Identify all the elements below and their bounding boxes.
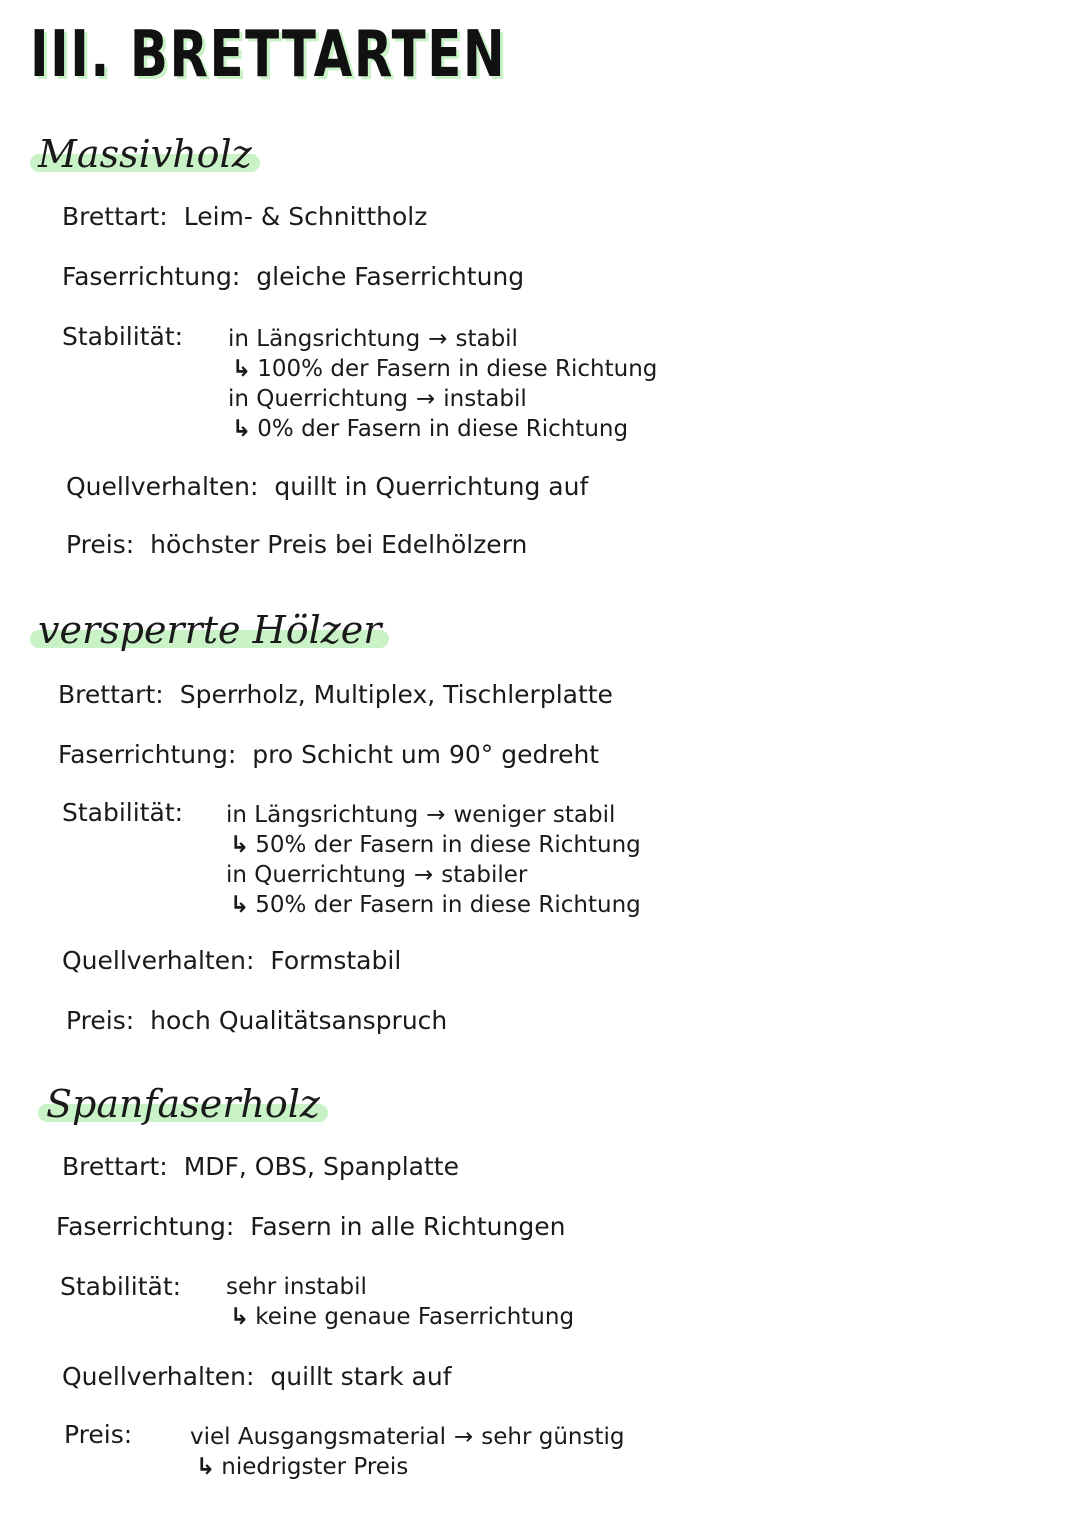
stabilitaet-label: Stabilität: — [60, 1272, 182, 1301]
preis-row — [66, 530, 527, 559]
page-title: III. BRETTARTEN — [30, 18, 507, 92]
quellverhalten-label: Quellverhalten: — [62, 1362, 255, 1391]
stabilitaet-line — [232, 356, 657, 382]
arrow-curved-icon: ↳ — [230, 832, 250, 858]
faserrichtung-row — [58, 740, 599, 769]
arrow-curved-icon: ↳ — [230, 892, 250, 918]
preis-text: niedrigster Preis — [221, 1454, 409, 1480]
arrow-right-icon: → — [414, 862, 434, 888]
stabilitaet-text: keine genaue Faserrichtung — [255, 1304, 575, 1330]
quellverhalten-label: Quellverhalten: — [62, 946, 255, 975]
section-heading-versperrte-hoelzer: versperrte Hölzer — [30, 608, 389, 652]
stabilitaet-result: stabiler — [441, 862, 528, 888]
stabilitaet-result: weniger stabil — [453, 802, 616, 828]
faserrichtung-label: Faserrichtung: — [62, 262, 241, 291]
preis-line — [190, 1424, 625, 1450]
arrow-right-icon: → — [454, 1424, 474, 1450]
arrow-curved-icon: ↳ — [230, 1304, 250, 1330]
stabilitaet-text: in Querrichtung — [228, 386, 409, 412]
faserrichtung-value: Fasern in alle Richtungen — [250, 1212, 566, 1241]
quellverhalten-row — [62, 1362, 452, 1391]
stabilitaet-text: in Längsrichtung — [226, 802, 419, 828]
faserrichtung-value: gleiche Faserrichtung — [256, 262, 525, 291]
faserrichtung-label: Faserrichtung: — [58, 740, 237, 769]
section-heading-massivholz: Massivholz — [30, 132, 260, 176]
quellverhalten-value: Formstabil — [270, 946, 402, 975]
preis-line — [196, 1454, 408, 1480]
quellverhalten-value: quillt stark auf — [270, 1362, 452, 1391]
stabilitaet-text: in Längsrichtung — [228, 326, 421, 352]
stabilitaet-line — [226, 802, 615, 828]
stabilitaet-line — [228, 386, 527, 412]
stabilitaet-line — [230, 892, 641, 918]
brettart-value: MDF, OBS, Spanplatte — [183, 1152, 459, 1181]
faserrichtung-value: pro Schicht um 90° gedreht — [252, 740, 600, 769]
arrow-curved-icon: ↳ — [232, 416, 252, 442]
quellverhalten-row — [66, 472, 588, 501]
preis-label: Preis: — [66, 1006, 135, 1035]
stabilitaet-text: 100% der Fasern in diese Richtung — [257, 356, 658, 382]
stabilitaet-text: sehr instabil — [226, 1274, 367, 1300]
stabilitaet-line — [226, 1274, 367, 1300]
faserrichtung-row — [56, 1212, 565, 1241]
stabilitaet-text: 50% der Fasern in diese Richtung — [255, 892, 641, 918]
brettart-row — [58, 680, 613, 709]
arrow-right-icon: → — [426, 802, 446, 828]
brettart-label: Brettart: — [62, 1152, 168, 1181]
preis-result: sehr günstig — [481, 1424, 625, 1450]
stabilitaet-text: 0% der Fasern in diese Richtung — [257, 416, 629, 442]
brettart-label: Brettart: — [58, 680, 164, 709]
brettart-row — [62, 202, 427, 231]
brettart-value: Leim- & Schnittholz — [183, 202, 428, 231]
stabilitaet-label: Stabilität: — [62, 322, 184, 351]
brettart-row — [62, 1152, 459, 1181]
faserrichtung-row — [62, 262, 524, 291]
arrow-right-icon: → — [428, 326, 448, 352]
stabilitaet-line — [230, 832, 641, 858]
quellverhalten-row — [62, 946, 401, 975]
quellverhalten-value: quillt in Querrichtung auf — [274, 472, 589, 501]
stabilitaet-line — [226, 862, 527, 888]
stabilitaet-line — [228, 326, 518, 352]
section-heading-spanfaserholz: Spanfaserholz — [38, 1082, 328, 1126]
quellverhalten-label: Quellverhalten: — [66, 472, 259, 501]
brettart-value: Sperrholz, Multiplex, Tischlerplatte — [179, 680, 613, 709]
faserrichtung-label: Faserrichtung: — [56, 1212, 235, 1241]
stabilitaet-label: Stabilität: — [62, 798, 184, 827]
preis-value: höchster Preis bei Edelhölzern — [150, 530, 528, 559]
preis-label: Preis: — [66, 530, 135, 559]
stabilitaet-result: stabil — [455, 326, 518, 352]
stabilitaet-line — [232, 416, 628, 442]
preis-value: hoch Qualitätsanspruch — [150, 1006, 448, 1035]
stabilitaet-text: 50% der Fasern in diese Richtung — [255, 832, 641, 858]
brettart-label: Brettart: — [62, 202, 168, 231]
preis-text: viel Ausgangsmaterial — [190, 1424, 446, 1450]
preis-label: Preis: — [64, 1420, 133, 1449]
stabilitaet-result: instabil — [443, 386, 527, 412]
arrow-curved-icon: ↳ — [232, 356, 252, 382]
stabilitaet-text: in Querrichtung — [226, 862, 407, 888]
arrow-right-icon: → — [416, 386, 436, 412]
preis-row — [66, 1006, 447, 1035]
stabilitaet-line — [230, 1304, 574, 1330]
arrow-curved-icon: ↳ — [196, 1454, 216, 1480]
